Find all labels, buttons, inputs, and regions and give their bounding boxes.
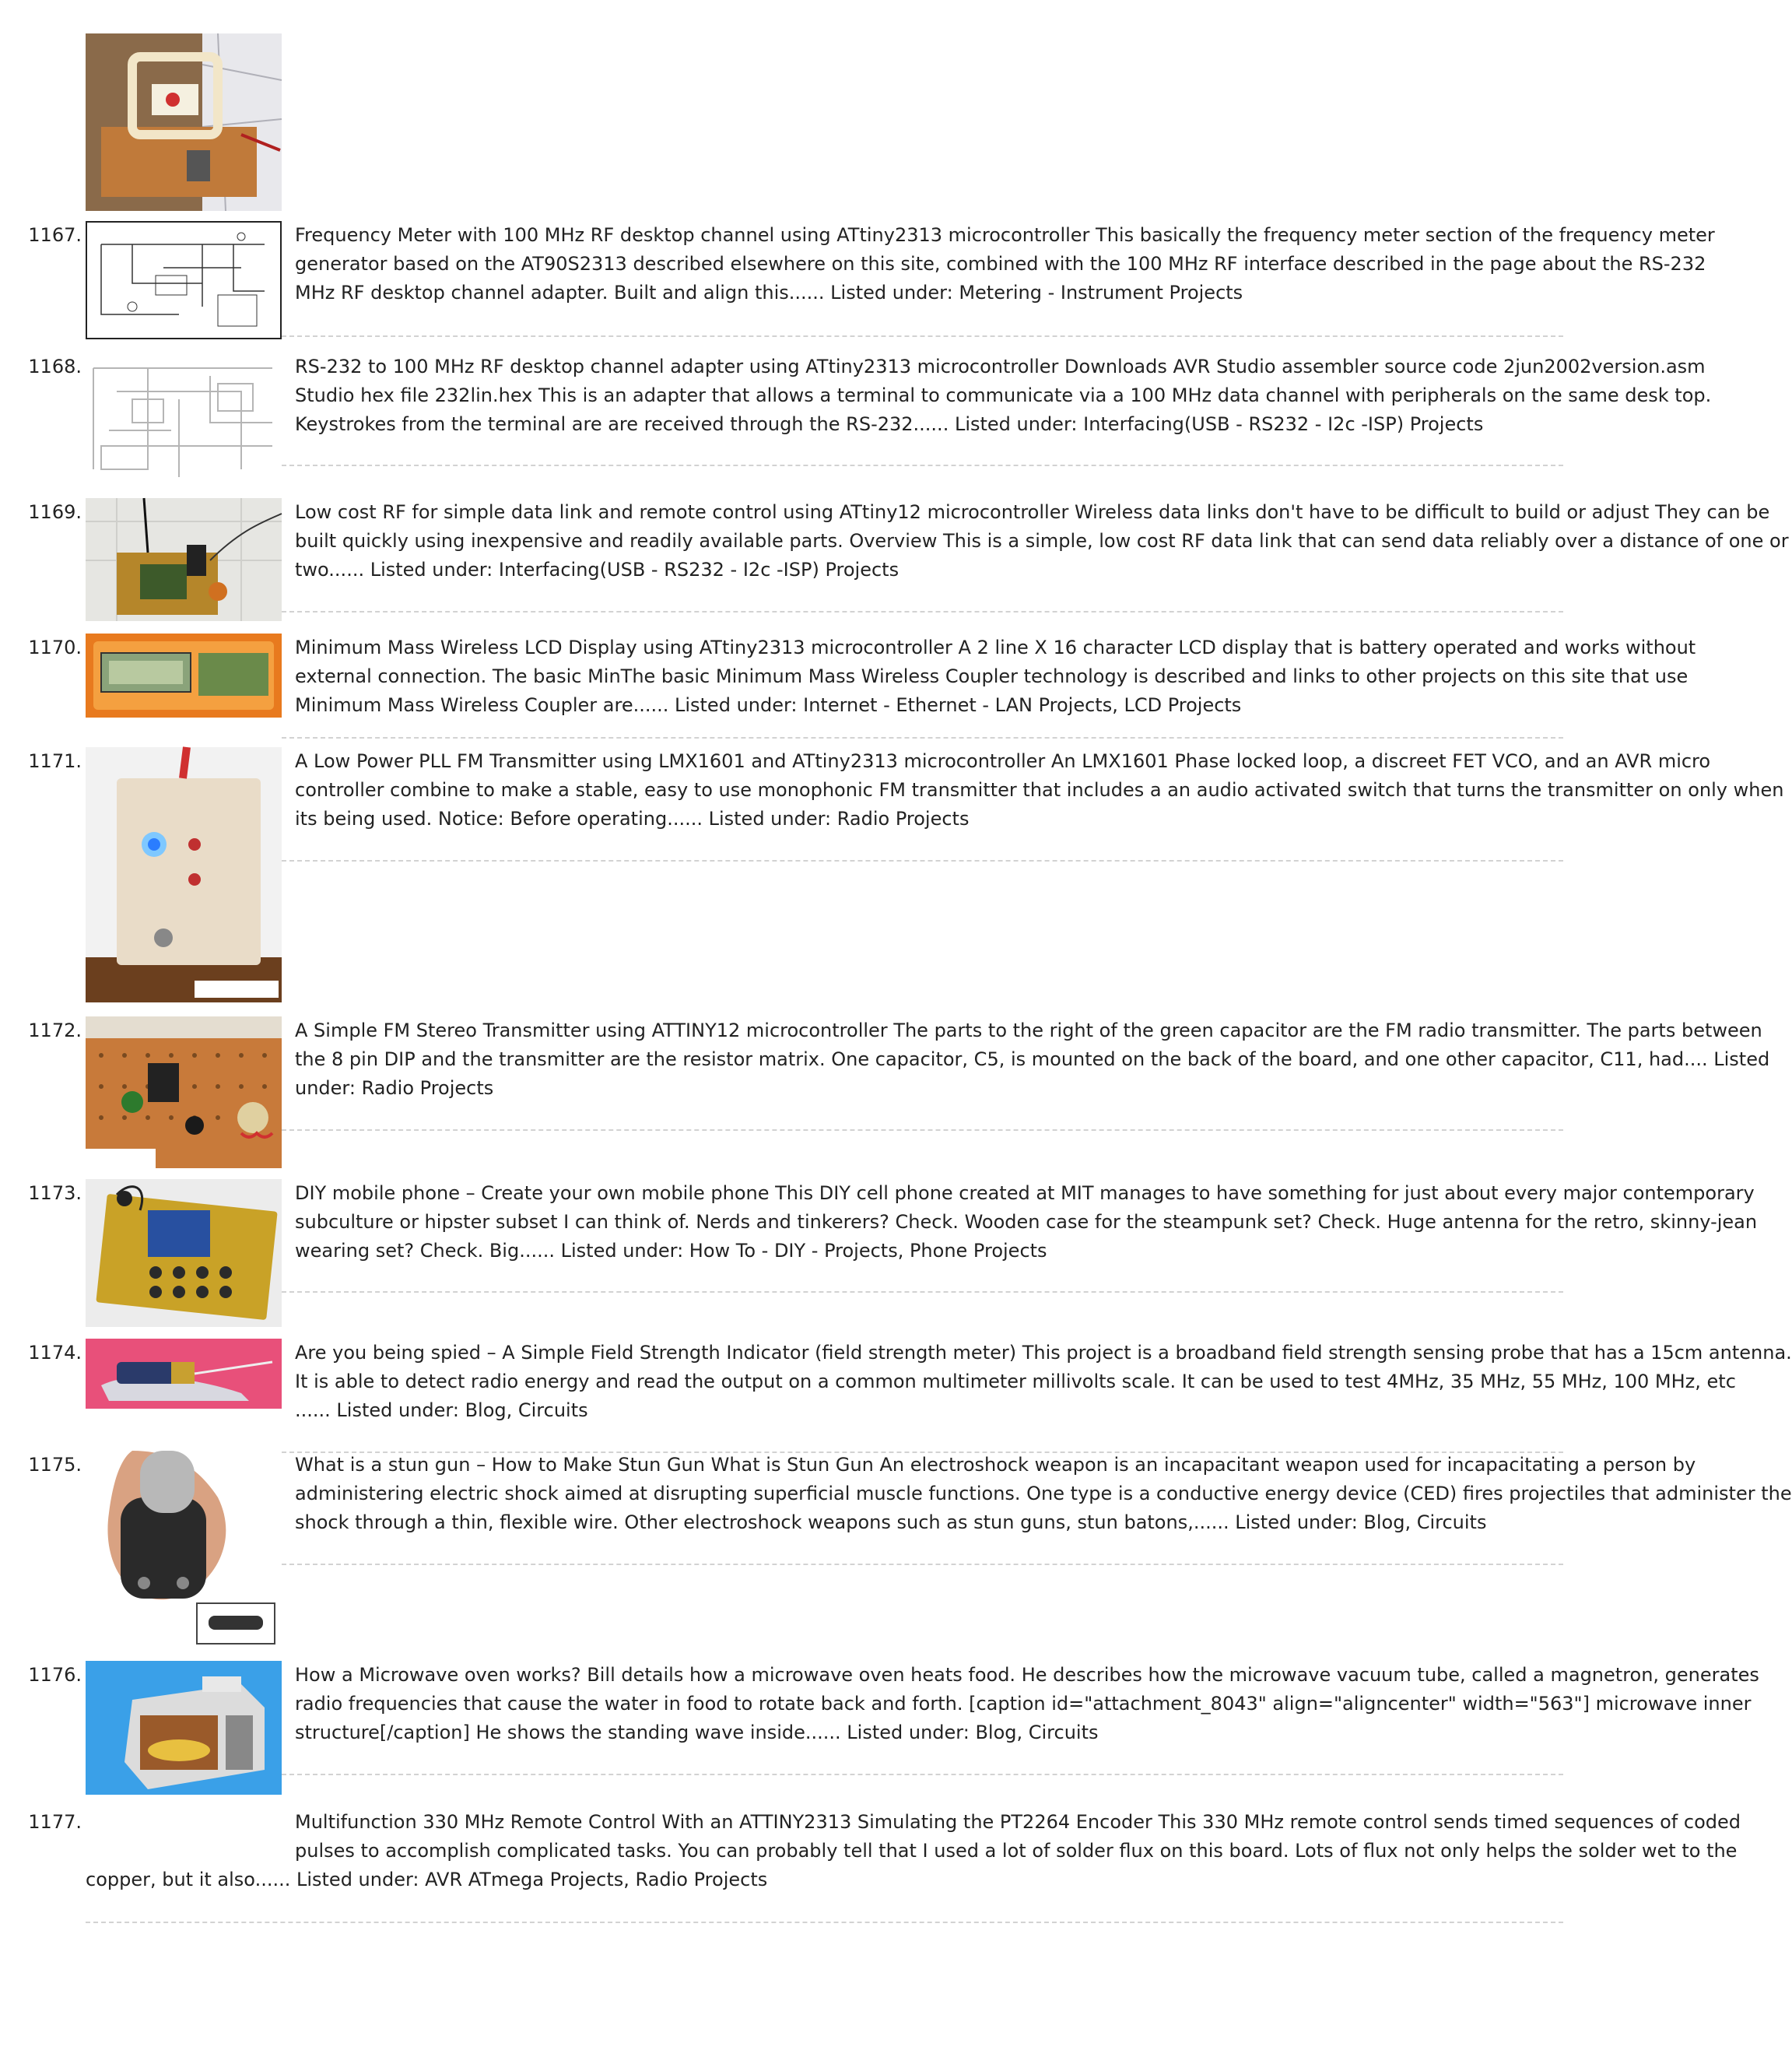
thumbnail-stun-gun[interactable] [86, 1451, 282, 1645]
thumbnail-wireless-lcd[interactable] [86, 634, 282, 718]
thumbnail-frequency-meter[interactable] [86, 221, 282, 339]
item-description[interactable]: A Simple FM Stereo Transmitter using ATTINY12 microcontroller The parts to the right of the green capacitor are the FM radio transmitter. The parts between the 8 pin DIP and the transmitter are the resistor matrix. One capacitor, C5, is mounted on the back of the board, and one other capacitor, C11, had.... Listed under: Radio Projects [295, 1020, 1770, 1099]
separator [282, 1129, 1563, 1131]
item-description[interactable]: Multifunction 330 MHz Remote Control With an ATTINY2313 Simulating the PT2264 Encoder This 330 MHz remote control sends timed sequences of coded pulses to accomplish complicated tasks. You can probably tell that I used a lot of solder flux on this board. Lots of flux not only helps the solder wet to the copper, but it also...... Listed under: AVR ATmega Projects, Radio Projects [86, 1811, 1741, 1890]
item-description[interactable]: Minimum Mass Wireless LCD Display using ATtiny2313 microcontroller A 2 line X 16 character LCD display that is battery operated and works without external connection. The basic MinThe basic Minimum Mass Wireless Coupler technology is described and links to other projects on this site that use Minimum Mass Wireless Coupler are...... Listed under: Internet - Ethernet - LAN Projects, LCD Projects [295, 637, 1696, 716]
separator [282, 611, 1563, 613]
item-number: 1169. [28, 501, 82, 523]
separator [282, 1564, 1563, 1565]
item-number: 1173. [28, 1182, 82, 1204]
thumbnail-previous-project[interactable] [86, 33, 282, 211]
separator [282, 1774, 1563, 1775]
thumbnail-low-cost-rf[interactable] [86, 498, 282, 621]
item-number: 1174. [28, 1342, 82, 1364]
item-description[interactable]: A Low Power PLL FM Transmitter using LMX1601 and ATtiny2313 microcontroller An LMX1601 Phase locked loop, a discreet FET VCO, and an AVR micro controller combine to make a stable, easy to use monophonic FM transmitter that includes a an audio activated switch that turns the transmitter on only when its being used. Notice: Before operating...... Listed under: Radio Projects [295, 750, 1784, 830]
thumbnail-pll-fm-transmitter[interactable] [86, 747, 282, 1002]
item-number: 1168. [28, 356, 82, 377]
item-number: 1175. [28, 1454, 82, 1476]
thumbnail-rs232-adapter[interactable] [86, 353, 282, 485]
item-description[interactable]: How a Microwave oven works? Bill details how a microwave oven heats food. He describes how the microwave vacuum tube, called a magnetron, generates radio frequencies that cause the water in food to rotate back and forth. [caption id="attachment_8043" align="aligncenter" width="563"] microwave inner structure[/caption] He shows the standing wave inside...... Listed under: Blog, Circuits [295, 1664, 1759, 1743]
item-description[interactable]: Low cost RF for simple data link and remote control using ATtiny12 microcontroller Wireless data links don't have to be difficult to build or adjust They can be built quickly using inexpensive and readily available parts. Overview This is a simple, low cost RF data link that can send data reliably over a distance of one or two...... Listed under: Interfacing(USB - RS232 - I2c -ISP) Projects [295, 501, 1789, 581]
item-description[interactable]: What is a stun gun – How to Make Stun Gun What is Stun Gun An electroshock weapon is an incapacitant weapon used for incapacitating a person by administering electric shock aimed at disrupting superficial muscle functions. One type is a conductive energy device (CED) fires projectiles that administer the shock through a thin, flexible wire. Other electroshock weapons such as stun guns, stun batons,...... Listed under: Blog, Circuits [295, 1454, 1792, 1533]
item-number: 1177. [28, 1811, 82, 1833]
item-number: 1170. [28, 637, 82, 658]
separator [86, 1922, 1563, 1923]
item-description[interactable]: Are you being spied – A Simple Field Strength Indicator (field strength meter) This project is a broadband field strength sensing probe that has a 15cm antenna. It is able to detect radio energy and read the output on a common multimeter millivolts scale. It can be used to test 4MHz, 35 MHz, 55 MHz, 100 MHz, etc ...... Listed under: Blog, Circuits [295, 1342, 1792, 1421]
item-description[interactable]: RS-232 to 100 MHz RF desktop channel adapter using ATtiny2313 microcontroller Downloads AVR Studio assembler source code 2jun2002version.asm Studio hex file 232lin.hex This is an adapter that allows a terminal to communicate via a 100 MHz data channel with peripherals on the same desk top. Keystrokes from the terminal are are received through the RS-232...... Listed under: Interfacing(USB - RS232 - I2c -ISP) Projects [295, 356, 1712, 435]
thumbnail-fm-stereo-transmitter[interactable] [86, 1016, 282, 1168]
separator [282, 737, 1563, 739]
item-number: 1171. [28, 750, 82, 772]
thumbnail-microwave-oven[interactable] [86, 1661, 282, 1795]
thumbnail-field-strength-indicator[interactable] [86, 1339, 282, 1409]
separator [282, 1291, 1563, 1293]
separator [282, 465, 1563, 466]
item-description[interactable]: DIY mobile phone – Create your own mobile phone This DIY cell phone created at MIT manages to have something for just about every major contemporary subculture or hipster subset I can think of. Nerds and tinkerers? Check. Wooden case for the steampunk set? Check. Huge antenna for the retro, skinny-jean wearing set? Check. Big...... Listed under: How To - DIY - Projects, Phone Projects [295, 1182, 1758, 1262]
thumbnail-diy-mobile-phone[interactable] [86, 1179, 282, 1327]
separator [282, 335, 1563, 337]
item-description[interactable]: Frequency Meter with 100 MHz RF desktop channel using ATtiny2313 microcontroller This basically the frequency meter section of the frequency meter generator based on the AT90S2313 described elsewhere on this site, combined with the 100 MHz RF interface described in the page about the RS-232 MHz RF desktop channel adapter. Built and align this...... Listed under: Metering - Instrument Projects [295, 224, 1715, 304]
item-number: 1176. [28, 1664, 82, 1686]
separator [282, 860, 1563, 862]
item-number: 1167. [28, 224, 82, 246]
item-number: 1172. [28, 1020, 82, 1041]
